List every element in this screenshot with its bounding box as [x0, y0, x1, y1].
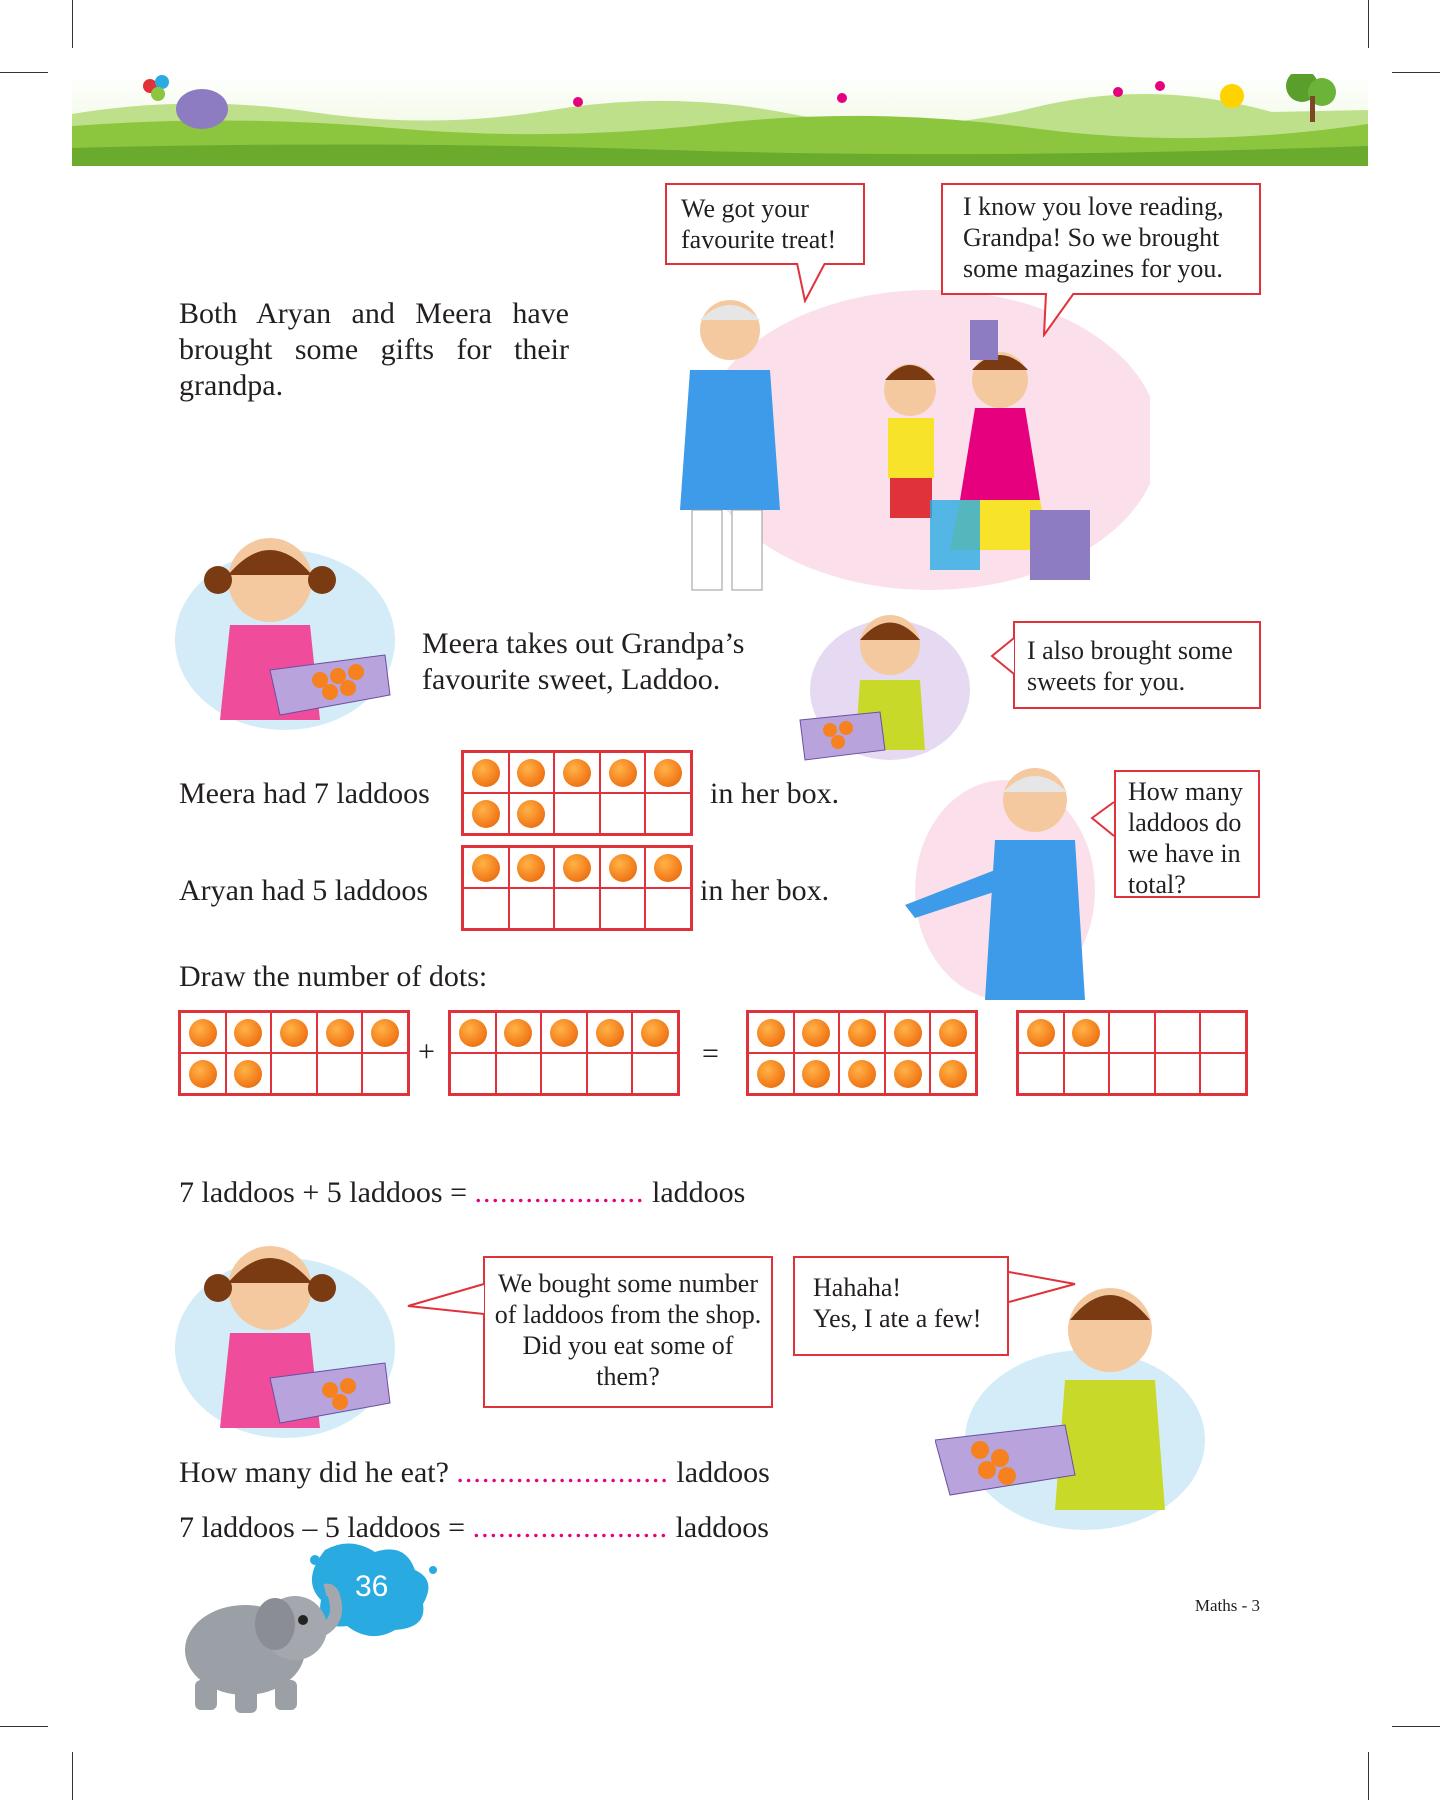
laddoo-dot — [504, 1019, 532, 1047]
laddoo-dot — [848, 1060, 876, 1088]
bubble-hahaha-line2: Yes, I ate a few! — [813, 1304, 982, 1333]
ten-frame-cell — [1064, 1012, 1110, 1053]
laddoo-dot — [654, 854, 682, 882]
question-eat — [179, 1455, 770, 1491]
page-number: 36 — [355, 1570, 389, 1603]
ten-frame-cell — [496, 1053, 542, 1094]
laddoo-dot — [894, 1019, 922, 1047]
laddoo-dot — [757, 1060, 785, 1088]
ten-frame-cell — [463, 847, 509, 888]
crop-mark — [72, 0, 73, 48]
crop-mark — [72, 1752, 73, 1800]
meera-had-suffix: in her box. — [710, 777, 840, 810]
laddoo-dot — [609, 854, 637, 882]
ten-frame-cell — [509, 888, 555, 929]
laddoo-dot — [280, 1019, 308, 1047]
crop-mark — [0, 72, 48, 73]
meera-with-box-illustration — [170, 520, 410, 730]
ten-frame-cell — [554, 752, 600, 793]
bubble-tail — [1090, 800, 1116, 838]
ten-frame-draw-2 — [448, 1010, 680, 1096]
meera-takes-line2: favourite sweet, Laddoo. — [422, 663, 721, 696]
ten-frame-cell — [362, 1053, 408, 1094]
speech-bubble-shop — [483, 1256, 773, 1408]
ten-frame-cell — [317, 1012, 363, 1053]
aryan-with-box-illustration-bottom — [935, 1270, 1205, 1530]
ten-frame-cell — [1155, 1012, 1201, 1053]
bubble-shop-text: We bought some number of laddoos from the shop. Did you eat some of them? — [494, 1269, 762, 1391]
ten-frame-cell — [600, 793, 646, 834]
laddoo-dot — [641, 1019, 669, 1047]
intro-text: Both Aryan and Meera have brought some gifts for their grandpa. — [179, 297, 569, 402]
laddoo-dot — [189, 1060, 217, 1088]
bubble-total-text: How many laddoos do we have in total? — [1128, 777, 1243, 899]
ten-frame-cell — [450, 1053, 496, 1094]
laddoo-dot — [326, 1019, 354, 1047]
ten-frame-aryan — [461, 845, 693, 931]
ten-frame-cell — [554, 888, 600, 929]
laddoo-dot — [802, 1060, 830, 1088]
ten-frame-cell — [180, 1012, 226, 1053]
ten-frame-cell — [748, 1012, 794, 1053]
ten-frame-cell — [450, 1012, 496, 1053]
ten-frame-cell — [645, 888, 691, 929]
ten-frame-cell — [1200, 1012, 1246, 1053]
crop-mark — [1392, 1726, 1440, 1727]
ten-frame-cell — [362, 1012, 408, 1053]
laddoo-dot — [609, 759, 637, 787]
bubble-treat-text: We got your favourite treat! — [681, 194, 837, 254]
ten-frame-cell — [1200, 1053, 1246, 1094]
equals-sign: = — [702, 1037, 719, 1070]
ten-frame-cell — [541, 1053, 587, 1094]
question-eat-right: laddoos — [676, 1456, 770, 1489]
bubble-tail — [1040, 293, 1080, 337]
draw-dots-label: Draw the number of dots: — [179, 960, 488, 993]
ten-frame-cell — [180, 1053, 226, 1094]
laddoo-dot — [550, 1019, 578, 1047]
bubble-tail — [990, 636, 1016, 676]
addition-answer-blank[interactable]: .................... — [474, 1176, 645, 1209]
bubble-tail — [406, 1280, 486, 1320]
ten-frame-cell — [632, 1012, 678, 1053]
laddoo-dot — [802, 1019, 830, 1047]
ten-frame-cell — [1109, 1053, 1155, 1094]
laddoo-dot — [459, 1019, 487, 1047]
ten-frame-cell — [271, 1012, 317, 1053]
laddoo-dot — [189, 1019, 217, 1047]
ten-frame-draw-3 — [746, 1010, 978, 1096]
laddoo-dot — [596, 1019, 624, 1047]
aryan-had-suffix: in her box. — [700, 874, 830, 907]
ten-frame-cell — [794, 1053, 840, 1094]
ten-frame-cell — [600, 847, 646, 888]
elephant-page-number-icon — [175, 1540, 445, 1720]
ten-frame-cell — [587, 1053, 633, 1094]
laddoo-dot — [517, 759, 545, 787]
laddoo-dot — [654, 759, 682, 787]
laddoo-dot — [939, 1060, 967, 1088]
speech-bubble-sweets — [1013, 621, 1261, 709]
addition-equation — [179, 1175, 745, 1211]
ten-frame-cell — [632, 1053, 678, 1094]
ten-frame-cell — [463, 793, 509, 834]
laddoo-dot — [472, 759, 500, 787]
ten-frame-cell — [587, 1012, 633, 1053]
ten-frame-cell — [463, 888, 509, 929]
footer-subject-label: Maths - 3 — [1194, 1596, 1260, 1615]
ten-frame-cell — [930, 1012, 976, 1053]
bubble-tail — [795, 263, 835, 303]
ten-frame-meera — [461, 750, 693, 836]
question-eat-blank[interactable]: ......................... — [456, 1456, 669, 1489]
ten-frame-cell — [645, 793, 691, 834]
aryan-had-label: Aryan had 5 laddoos — [179, 874, 429, 907]
addition-left: 7 laddoos + 5 laddoos = — [179, 1176, 467, 1209]
bubble-sweets-text: I also brought some sweets for you. — [1027, 636, 1233, 696]
crop-mark — [0, 1726, 48, 1727]
ten-frame-cell — [1109, 1012, 1155, 1053]
ten-frame-cell — [1064, 1053, 1110, 1094]
question-eat-left: How many did he eat? — [179, 1456, 449, 1489]
subtraction-right: laddoos — [675, 1511, 769, 1544]
addition-right: laddoos — [652, 1176, 746, 1209]
meera-had-label: Meera had 7 laddoos — [179, 777, 430, 810]
ten-frame-cell — [645, 847, 691, 888]
ten-frame-cell — [885, 1012, 931, 1053]
ten-frame-cell — [509, 752, 555, 793]
laddoo-dot — [517, 854, 545, 882]
ten-frame-cell — [496, 1012, 542, 1053]
ten-frame-cell — [839, 1053, 885, 1094]
laddoo-dot — [234, 1019, 262, 1047]
laddoo-dot — [757, 1019, 785, 1047]
ten-frame-cell — [748, 1053, 794, 1094]
laddoo-dot — [234, 1060, 262, 1088]
ten-frame-cell — [271, 1053, 317, 1094]
laddoo-dot — [939, 1019, 967, 1047]
subtraction-left: 7 laddoos – 5 laddoos = — [179, 1511, 466, 1544]
ten-frame-draw-4 — [1016, 1010, 1248, 1096]
laddoo-dot — [894, 1060, 922, 1088]
ten-frame-cell — [600, 888, 646, 929]
ten-frame-cell — [839, 1012, 885, 1053]
crop-mark — [1368, 0, 1369, 48]
ten-frame-cell — [600, 752, 646, 793]
ten-frame-cell — [1155, 1053, 1201, 1094]
crop-mark — [1368, 1752, 1369, 1800]
laddoo-dot — [563, 854, 591, 882]
header-banner — [72, 74, 1368, 166]
ten-frame-cell — [554, 847, 600, 888]
laddoo-dot — [563, 759, 591, 787]
ten-frame-cell — [930, 1053, 976, 1094]
ten-frame-cell — [554, 793, 600, 834]
ten-frame-draw-1 — [178, 1010, 410, 1096]
ten-frame-cell — [541, 1012, 587, 1053]
ten-frame-cell — [509, 793, 555, 834]
laddoo-dot — [472, 854, 500, 882]
laddoo-dot — [848, 1019, 876, 1047]
ten-frame-cell — [1018, 1012, 1064, 1053]
laddoo-dot — [1027, 1019, 1055, 1047]
speech-bubble-treat — [665, 183, 865, 265]
ten-frame-cell — [794, 1012, 840, 1053]
ten-frame-cell — [645, 752, 691, 793]
ten-frame-cell — [463, 752, 509, 793]
laddoo-dot — [1072, 1019, 1100, 1047]
meera-takes-text — [422, 626, 744, 698]
laddoo-dot — [371, 1019, 399, 1047]
ten-frame-cell — [226, 1053, 272, 1094]
ten-frame-cell — [226, 1012, 272, 1053]
bubble-hahaha-line1: Hahaha! — [813, 1273, 902, 1302]
aryan-with-box-illustration — [790, 600, 970, 770]
ten-frame-cell — [317, 1053, 363, 1094]
laddoo-dot — [517, 800, 545, 828]
laddoo-dot — [472, 800, 500, 828]
crop-mark — [1392, 72, 1440, 73]
grandpa-and-children-illustration — [630, 290, 1150, 610]
plus-sign: + — [418, 1035, 435, 1068]
meera-takes-line1: Meera takes out Grandpa’s — [422, 627, 745, 660]
grandpa-asking-illustration — [895, 760, 1095, 1000]
ten-frame-cell — [509, 847, 555, 888]
ten-frame-cell — [885, 1053, 931, 1094]
speech-bubble-total — [1114, 770, 1260, 898]
bubble-magazines-text: I know you love reading, Grandpa! So we brought some magazines for you. — [963, 192, 1224, 283]
ten-frame-cell — [1018, 1053, 1064, 1094]
meera-with-box-illustration-bottom — [170, 1228, 410, 1438]
speech-bubble-magazines — [941, 183, 1261, 295]
subtraction-answer-blank[interactable]: ....................... — [472, 1511, 669, 1544]
